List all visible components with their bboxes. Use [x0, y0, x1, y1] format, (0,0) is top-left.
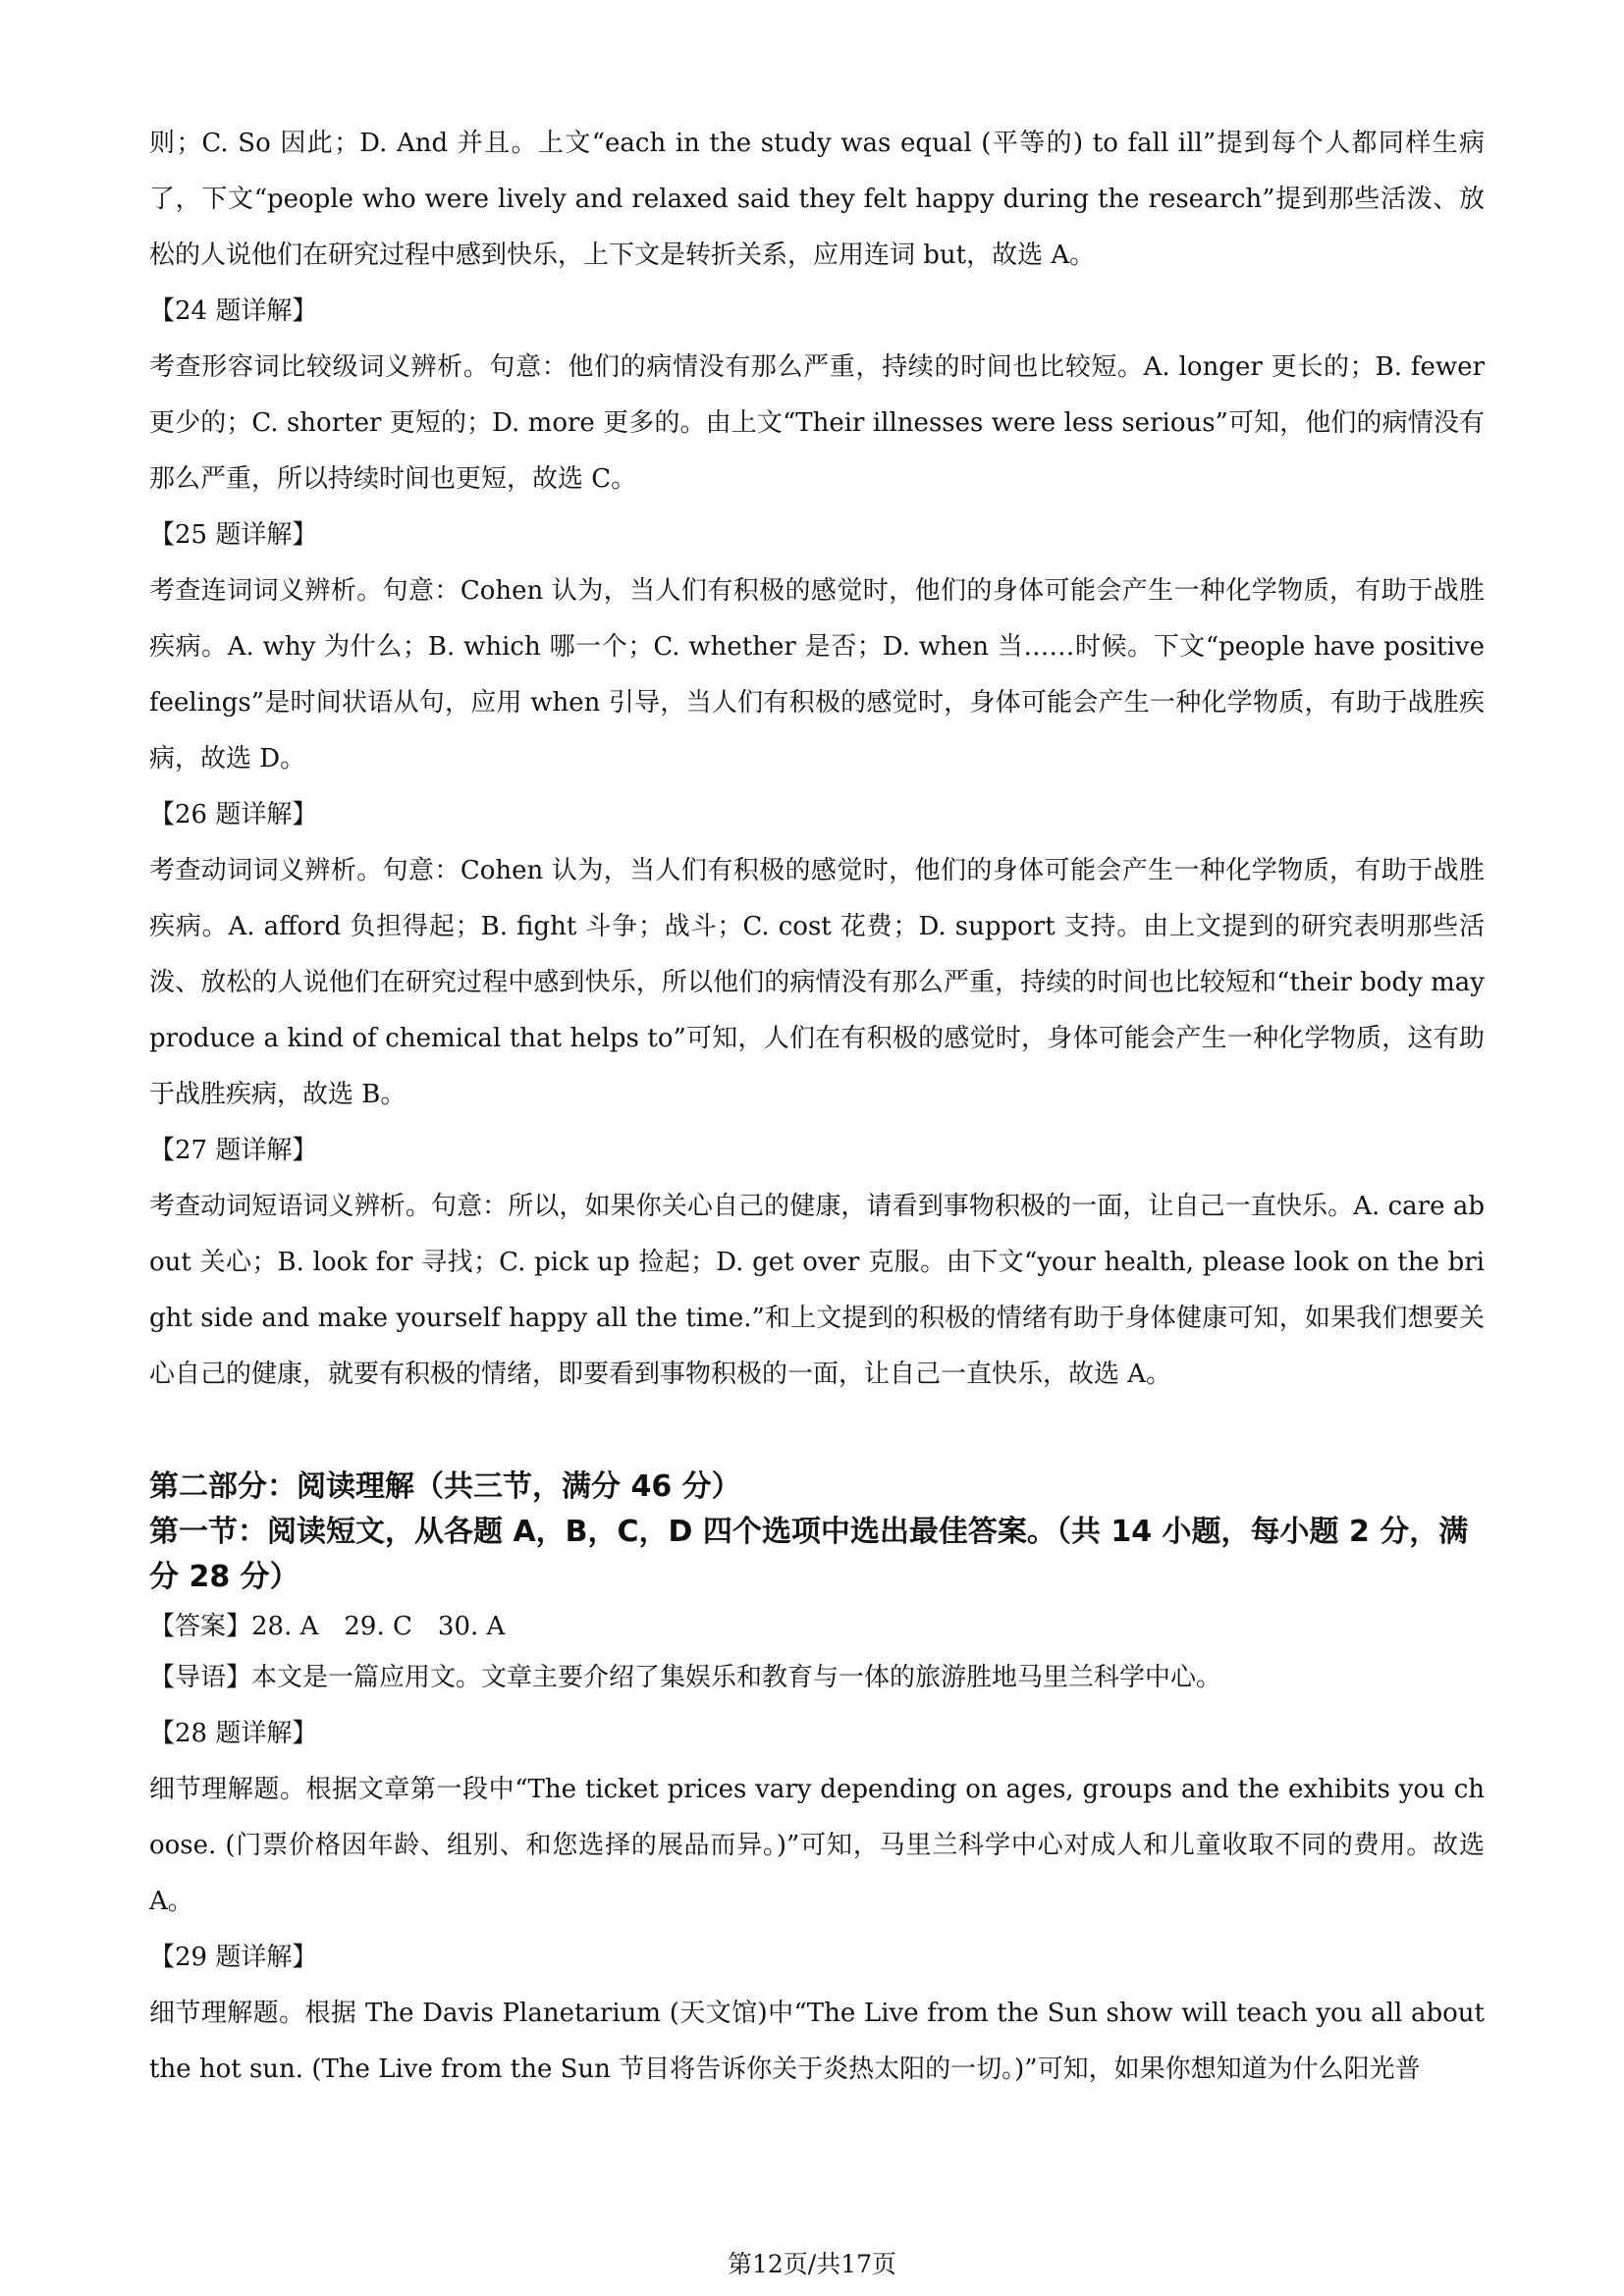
- heading-27: 【27 题详解】: [149, 1136, 318, 1165]
- section-title-part2: 第二部分：阅读理解（共三节，满分 46 分）: [149, 1469, 741, 1504]
- para-26: 考查动词词义辨析。句意：Cohen 认为，当人们有积极的感觉时，他们的身体可能会产生一种化学物质，有助于战胜疾病。A. afford 负担得起；B. fight 斗争；战斗；C. cost 花费；D. support 支持。由上文提到的研究表明那些活泼、放松的人说他们在研究过程中感到快乐，所以他们的病情没有那么严重，持续的时间也比较短和“their body may produce a kind of chemical that helps to”可知，人们在有积极的感觉时，身体可能会产生一种化学物质，这有助于战胜疾病，故选 B。: [149, 856, 1485, 1109]
- para-29: 细节理解题。根据 The Davis Planetarium (天文馆)中“The Live from the Sun show will teach you all about the hot sun. (The Live from the Sun 节目将告诉你关于炎热太阳的一切。)”可知，如果你想知道为什么阳光普: [149, 1999, 1485, 2084]
- para-23-continued: 则；C. So 因此；D. And 并且。上文“each in the study was equal (平等的) to fall ill”提到每个人都同样生病了，下文“people who were lively and relaxed said they felt happy during the research”提到那些活泼、放松的人说他们在研究过程中感到快乐，上下文是转折关系，应用连词 but，故选 A。: [149, 129, 1485, 270]
- section-title-section1: 第一节：阅读短文，从各题 A，B，C，D 四个选项中选出最佳答案。（共 14 小题，每小题 2 分，满分 28 分）: [149, 1515, 1469, 1594]
- para-24: 考查形容词比较级词义辨析。句意：他们的病情没有那么严重，持续的时间也比较短。A. longer 更长的；B. fewer 更少的；C. shorter 更短的；D. more 更多的。由上文“Their illnesses were less serious”可知，他们的病情没有那么严重，所以持续时间也更短，故选 C。: [149, 352, 1485, 494]
- para-25: 考查连词词义辨析。句意：Cohen 认为，当人们有积极的感觉时，他们的身体可能会产生一种化学物质，有助于战胜疾病。A. why 为什么；B. which 哪一个；C. whether 是否；D. when 当……时候。下文“people have positive feelings”是时间状语从句，应用 when 引导，当人们有积极的感觉时，身体可能会产生一种化学物质，有助于战胜疾病，故选 D。: [149, 576, 1485, 774]
- heading-25: 【25 题详解】: [149, 520, 318, 550]
- page-footer: 第12页/共17页: [727, 2250, 897, 2278]
- intro-line: 【导语】本文是一篇应用文。文章主要介绍了集娱乐和教育与一体的旅游胜地马里兰科学中心。: [149, 1663, 1222, 1692]
- heading-29: 【29 题详解】: [149, 1943, 318, 1972]
- para-27: 考查动词短语词义辨析。句意：所以，如果你关心自己的健康，请看到事物积极的一面，让自己一直快乐。A. care about 关心；B. look for 寻找；C. pick up 捡起；D. get over 克服。由下文“your health, please look on the bright side and make yourself happy all the time.”和上文提到的积极的情绪有助于身体健康可知，如果我们想要关心自己的健康，就要有积极的情绪，即要看到事物积极的一面，让自己一直快乐，故选 A。: [149, 1192, 1485, 1389]
- bottom-text-block: [149, 1603, 1485, 2098]
- para-28: 细节理解题。根据文章第一段中“The ticket prices vary depending on ages, groups and the exhibits you choose. (门票价格因年龄、组别、和您选择的展品而异。)”可知，马里兰科学中心对成人和儿童收取不同的费用。故选 A。: [149, 1775, 1485, 1916]
- top-text-block: [149, 116, 1485, 1403]
- heading-24: 【24 题详解】: [149, 296, 318, 326]
- answer-line: 【答案】28. A 29. C 30. A: [149, 1612, 506, 1641]
- heading-26: 【26 题详解】: [149, 800, 318, 829]
- section-title-block: [149, 1465, 1485, 1600]
- heading-28: 【28 题详解】: [149, 1719, 318, 1748]
